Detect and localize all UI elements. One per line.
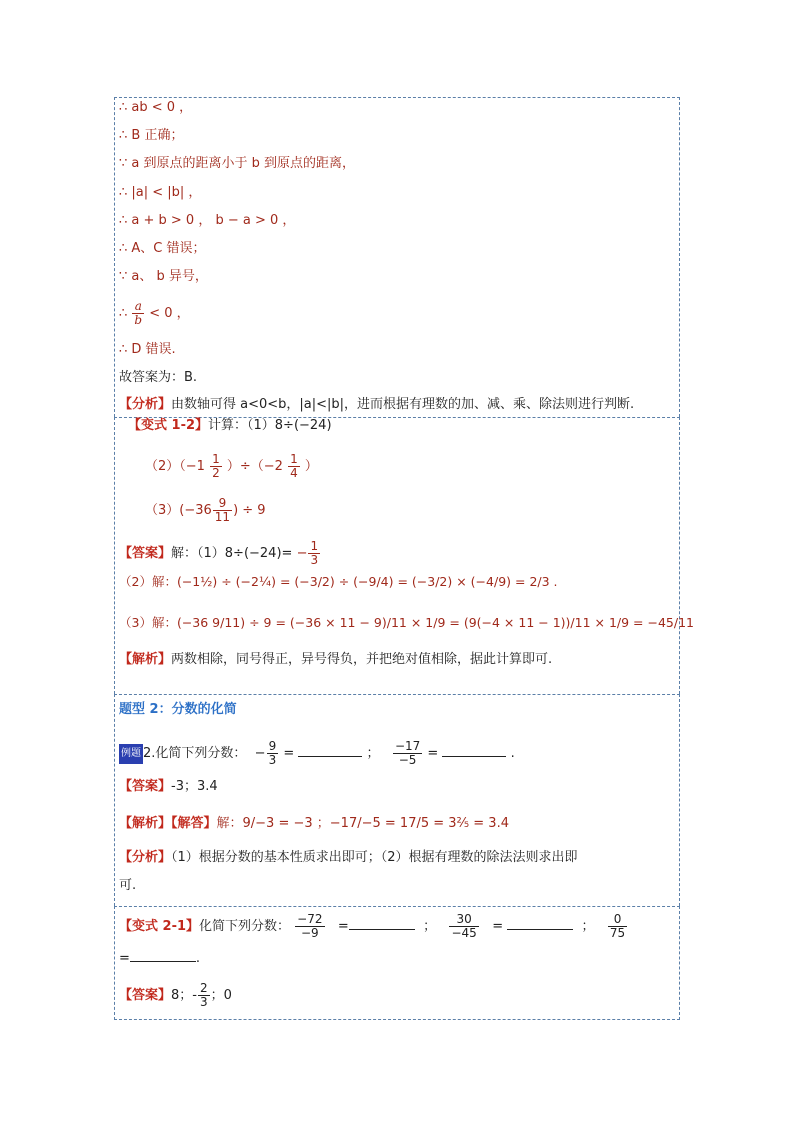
q3-prefix: （3）(−36	[145, 503, 212, 518]
fraction-9-3	[267, 740, 279, 767]
denominator: −5	[393, 753, 422, 767]
question-2	[145, 453, 318, 480]
fraction-q2-1	[210, 453, 222, 480]
example-fenxi	[119, 849, 578, 867]
equals-sign: =	[119, 951, 130, 966]
proof-line: ∴ ab < 0 ，	[119, 100, 193, 115]
analysis-line	[119, 396, 634, 414]
q2-end: ）	[304, 459, 318, 474]
proof-line: ∵ a 到原点的距离小于 b 到原点的距离，	[119, 156, 356, 171]
answer-blank[interactable]	[442, 756, 506, 757]
denominator: 75	[609, 926, 626, 940]
analysis-text: 由数轴可得 a<0<b，|a|<|b|，进而根据有理数的加、减、乘、除法则进行判断.	[171, 397, 635, 412]
answer-tag: 【答案】	[119, 779, 172, 794]
denominator: 11	[214, 510, 231, 524]
numerator: 9	[218, 496, 227, 510]
therefore-symbol: ∴	[119, 306, 128, 321]
answer-blank[interactable]	[349, 929, 415, 930]
variant-1-2-title	[128, 417, 332, 435]
proof-line: ∵ a、 b 异号，	[119, 269, 208, 284]
inequality-text: < 0 ，	[149, 306, 190, 321]
q2-prefix: （2）（−1	[145, 459, 205, 474]
answer-tag: 【答案】	[119, 988, 172, 1003]
example-badge: 例题	[119, 744, 143, 764]
fraction-0-75	[608, 913, 627, 940]
answer-blank[interactable]	[298, 756, 362, 757]
answer-blank[interactable]	[130, 961, 196, 962]
proof-line: ∴ |a| < |b| ，	[119, 185, 202, 200]
denominator: 4	[290, 466, 298, 480]
fraction-a-over-b	[132, 300, 144, 327]
denominator: 3	[310, 553, 319, 567]
numerator: 0	[613, 912, 622, 926]
variant-2-1-answer	[119, 982, 232, 1009]
fraction-30-45	[449, 913, 478, 940]
variant-question: 化简下列分数：	[199, 919, 291, 934]
minus-sign: -	[192, 988, 197, 1003]
jiexi-tag: 【解析】	[119, 652, 172, 667]
example-answer	[119, 778, 218, 796]
denominator: 3	[268, 753, 277, 767]
numerator: −72	[297, 912, 323, 926]
jiexi-text: 解：9/−3 = −3 ；−17/−5 = 17/5 = 3⅖ = 3.4	[216, 816, 509, 831]
variant-question: 计算：（1）8÷(−24)	[208, 418, 332, 433]
proof-line-fraction	[119, 300, 190, 327]
answer-line: 故答案为：B.	[119, 370, 198, 385]
fraction-72-9	[295, 913, 324, 940]
numerator: 1	[310, 539, 319, 553]
example-text: 2.化简下列分数：	[143, 746, 247, 761]
q3-end: ) ÷ 9	[233, 503, 266, 518]
example-fenxi-cont: 可.	[119, 878, 137, 893]
jiexi-line	[119, 651, 552, 669]
variant-tag: 【变式 1-2】	[128, 418, 209, 433]
fenxi-tag: 【分析】	[119, 850, 172, 865]
answer-tag: 【答案】	[119, 546, 172, 561]
minus-sign: −	[296, 546, 308, 561]
answer-text: -3；3.4	[171, 779, 218, 794]
answer-3-line: （3）解：(−36 9/11) ÷ 9 = (−36 × 11 − 9)/11 × 1/9 = (9(−4 × 11 − 1))/11 × 1/9 = −45/11	[119, 615, 694, 630]
answer-1-text: 解：（1）8÷(−24)=	[171, 546, 293, 561]
answer-part-a: 8；	[171, 988, 193, 1003]
proof-line: ∴ B 正确；	[119, 128, 184, 143]
denominator: −45	[451, 926, 477, 940]
section-heading: 题型 2：分数的化简	[119, 702, 237, 717]
fraction-17-5	[393, 740, 422, 767]
numerator: a	[134, 299, 142, 313]
question-3	[145, 497, 266, 524]
numerator: 9	[268, 739, 277, 753]
denominator: 3	[200, 995, 208, 1009]
jiexi-text: 两数相除，同号得正，异号得负，并把绝对值相除，据此计算即可.	[171, 652, 553, 667]
analysis-tag: 【分析】	[119, 397, 172, 412]
answer-1-line	[119, 540, 321, 567]
variant-tag: 【变式 2-1】	[119, 919, 200, 934]
example-question: 例题 2.化简下列分数： − $\frac{9}{3}$ = ； $\frac{-17}{-5}$ = .	[121, 739, 515, 767]
denominator: 2	[212, 466, 220, 480]
proof-line: ∴ A、C 错误；	[119, 241, 206, 256]
answer-2-line: （2）解：(−1½) ÷ (−2¼) = (−3/2) ÷ (−9/4) = (−3/2) × (−4/9) = 2/3 .	[119, 574, 558, 589]
type-2-box	[114, 694, 680, 906]
fraction-answer-1	[308, 540, 320, 567]
numerator: −17	[394, 739, 421, 753]
fraction-q2-2	[288, 453, 300, 480]
fenxi-text: （1）根据分数的基本性质求出即可；（2）根据有理数的除法法则求出即	[171, 850, 578, 865]
answer-part-b: ；0	[210, 988, 232, 1003]
numerator: 30	[456, 912, 472, 926]
variant-2-1-continuation: = .	[119, 951, 201, 966]
denominator: b	[134, 313, 143, 327]
q2-mid: ）÷（−2	[226, 459, 283, 474]
fraction-2-3	[198, 982, 210, 1009]
answer-blank[interactable]	[507, 929, 573, 930]
numerator: 1	[212, 452, 220, 466]
fraction-q3	[213, 497, 232, 524]
example-jiexi	[119, 815, 509, 833]
proof-line: ∴ a + b > 0 ， b − a > 0 ，	[119, 213, 296, 228]
type-2-heading	[119, 701, 237, 719]
jiexi-tag: 【解析】【解答】	[119, 816, 217, 831]
denominator: −9	[295, 926, 324, 940]
variant-2-1-question: 【变式 2-1】化简下列分数： $\frac{-72}{-9}$ = ； $\frac{30}{-45}$ = ； $\frac{0}{75}$	[119, 912, 626, 940]
numerator: 2	[200, 981, 208, 995]
numerator: 1	[290, 452, 298, 466]
proof-line: ∴ D 错误.	[119, 342, 176, 357]
